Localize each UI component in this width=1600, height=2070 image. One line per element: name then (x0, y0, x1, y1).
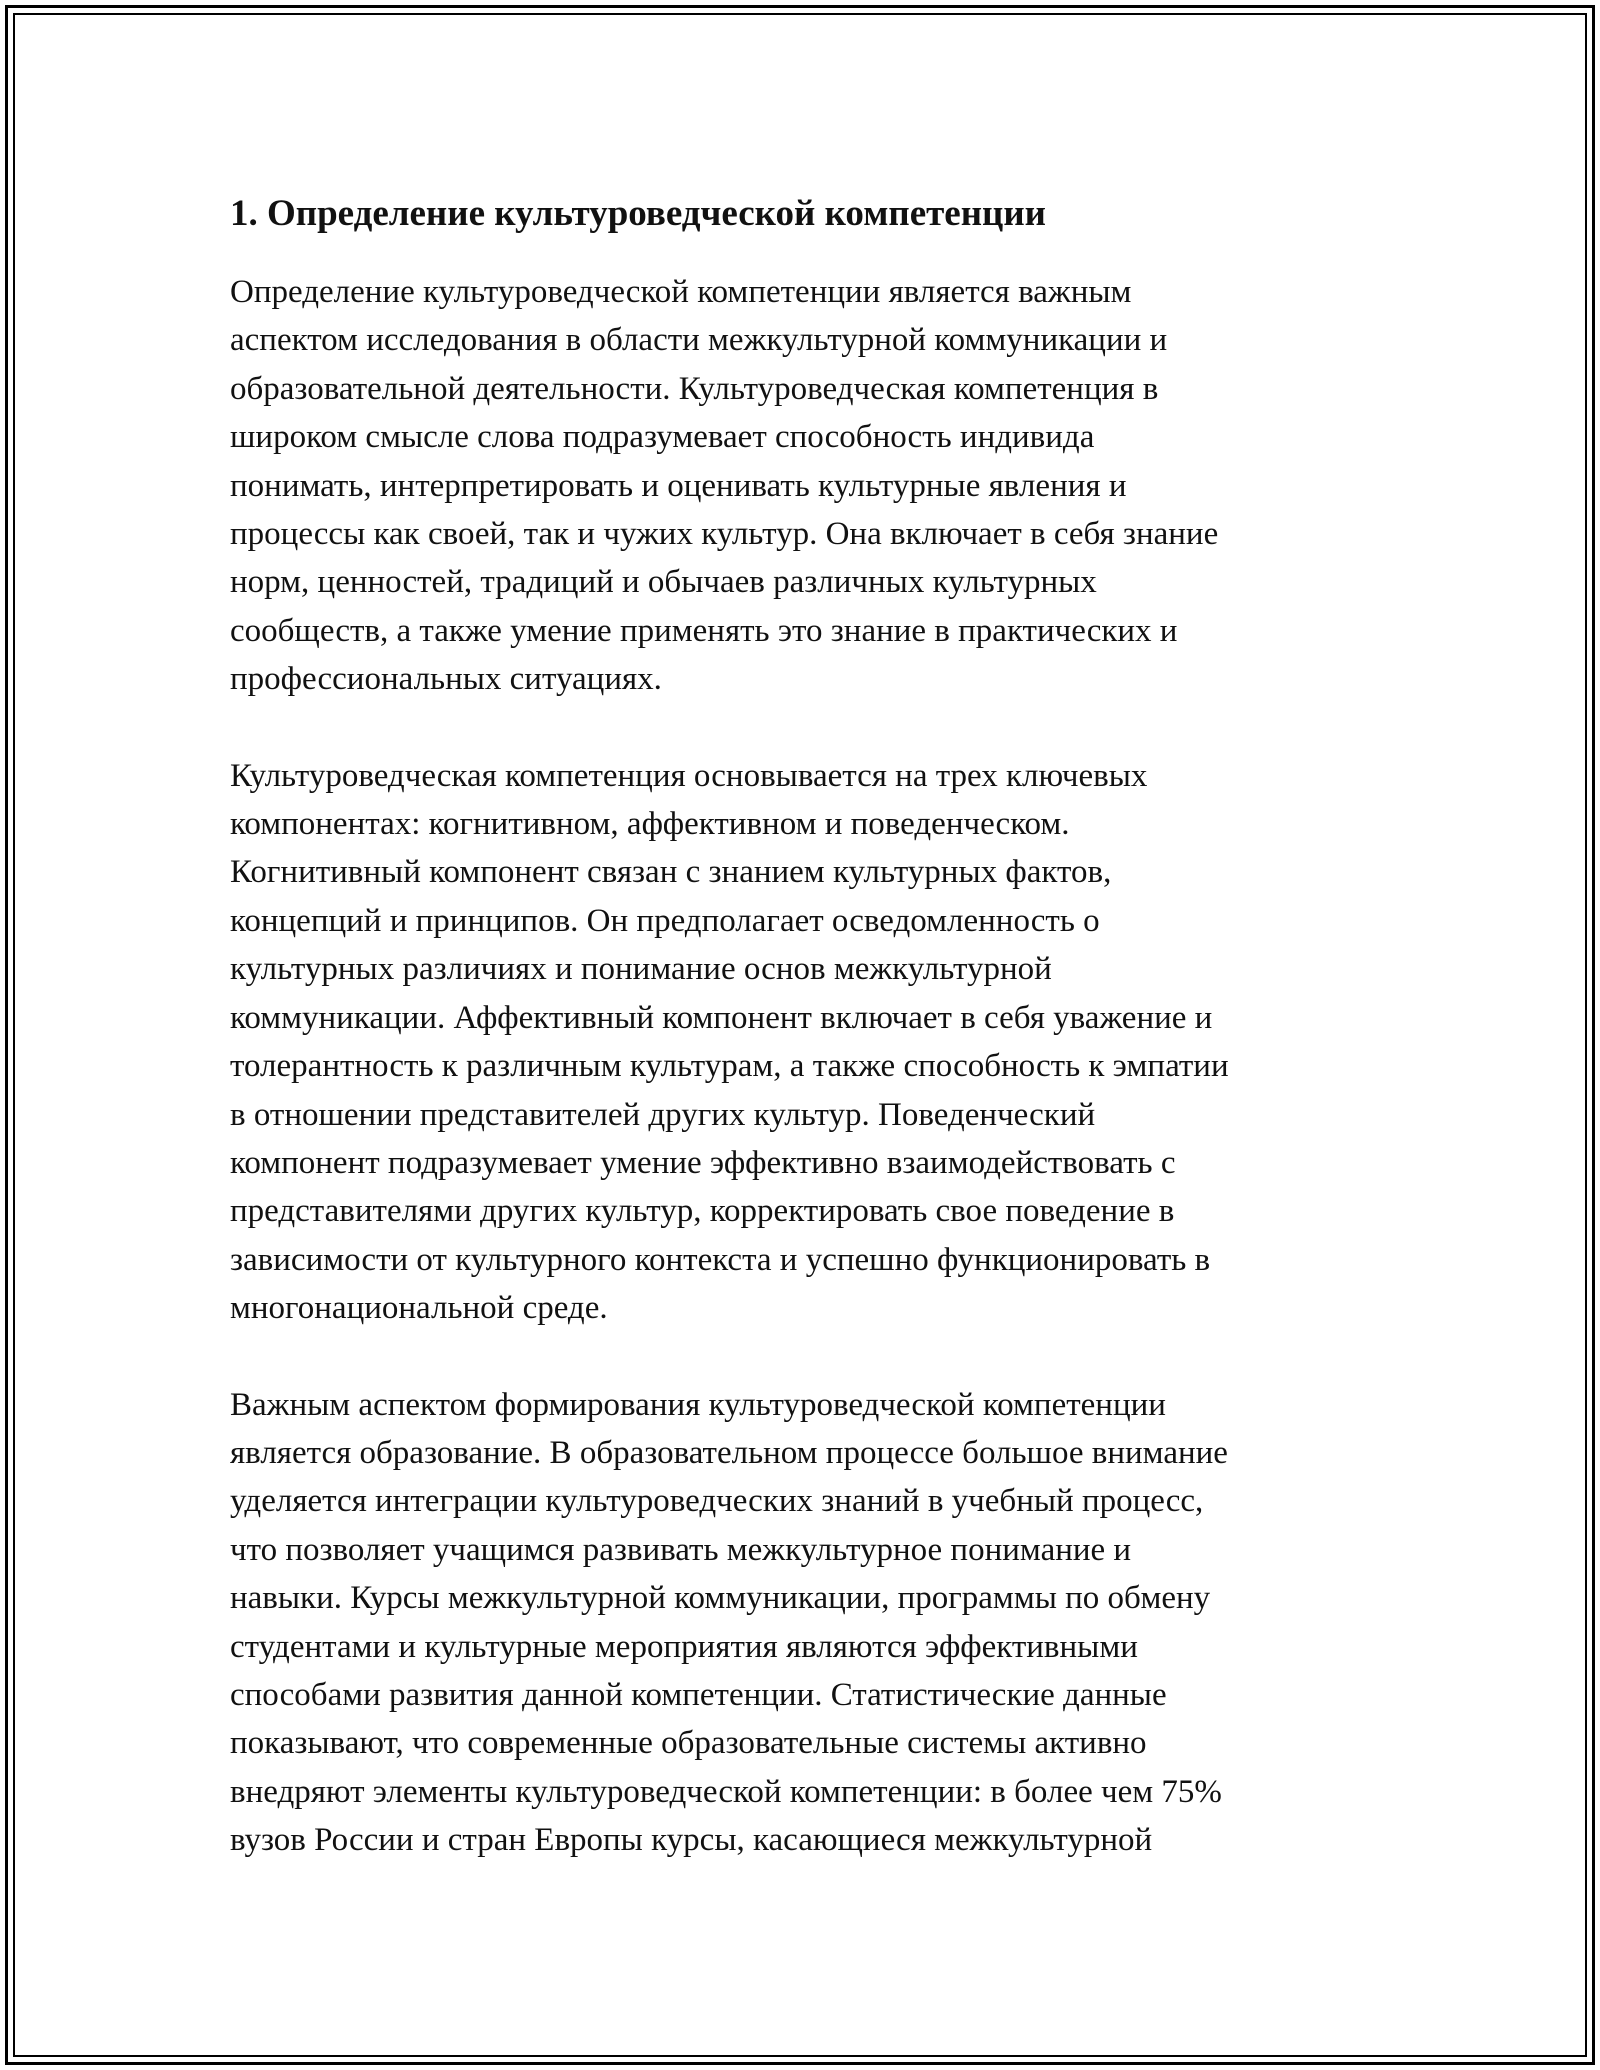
text-line: студентами и культурные мероприятия являются эффективными (230, 1628, 1138, 1665)
text-line: толерантность к различным культурам, а также способность к эмпатии (230, 1048, 1229, 1085)
paragraph-3 (230, 1381, 1380, 1865)
text-line: аспектом исследования в области межкультурной коммуникации и (230, 322, 1168, 359)
text-line: зависимости от культурного контекста и успешно функционировать в (230, 1241, 1211, 1278)
text-line: способами развития данной компетенции. Статистические данные (230, 1676, 1167, 1713)
section-heading: 1. Определение культуроведческой компетенции (230, 193, 1047, 234)
text-line: является образование. В образовательном процессе большое внимание (230, 1434, 1228, 1471)
text-line: норм, ценностей, традиций и обычаев различных культурных (230, 564, 1097, 601)
text-line: Определение культуроведческой компетенции является важным (230, 274, 1132, 310)
text-line: компонентах: когнитивном, аффективном и поведенческом. (230, 806, 1070, 843)
text-line: внедряют элементы культуроведческой компетенции: в более чем 75% (230, 1773, 1222, 1810)
text-line: Культуроведческая компетенция основывается на трех ключевых (230, 757, 1148, 794)
text-line: навыки. Курсы межкультурной коммуникации, программы по обмену (230, 1580, 1211, 1617)
text-line: сообществ, а также умение применять это знание в практических и (230, 612, 1178, 649)
text-line: концепций и принципов. Он предполагает осведомленность о (230, 902, 1100, 939)
text-line: уделяется интеграции культуроведческих знаний в учебный процесс, (230, 1483, 1204, 1520)
text-line: культурных различиях и понимание основ межкультурной (230, 951, 1052, 988)
text-line: широком смысле слова подразумевает способность индивида (230, 419, 1095, 456)
paragraph-1 (230, 268, 1380, 704)
text-line: что позволяет учащимся развивать межкультурное понимание и (230, 1531, 1132, 1568)
text-line: Когнитивный компонент связан с знанием культурных фактов, (230, 854, 1112, 891)
text-line: показывают, что современные образовательные системы активно (230, 1725, 1147, 1762)
paragraph-2 (230, 752, 1380, 1333)
text-line: профессиональных ситуациях. (230, 661, 662, 698)
text-line: Важным аспектом формирования культуроведческой компетенции (230, 1386, 1166, 1423)
text-line: образовательной деятельности. Культуроведческая компетенция в (230, 370, 1159, 407)
text-line: компонент подразумевает умение эффективно взаимодействовать с (230, 1144, 1176, 1181)
text-line: понимать, интерпретировать и оценивать культурные явления и (230, 467, 1127, 504)
text-line: представителями других культур, корректировать свое поведение в (230, 1193, 1175, 1230)
text-line: многонациональной среде. (230, 1290, 608, 1327)
document-body (230, 188, 1380, 1913)
text-line: процессы как своей, так и чужих культур. Она включает в себя знание (230, 516, 1219, 553)
text-line: в отношении представителей других культур. Поведенческий (230, 1096, 1096, 1133)
text-line: коммуникации. Аффективный компонент включает в себя уважение и (230, 999, 1213, 1036)
text-line: вузов России и стран Европы курсы, касающиеся межкультурной (230, 1822, 1153, 1859)
